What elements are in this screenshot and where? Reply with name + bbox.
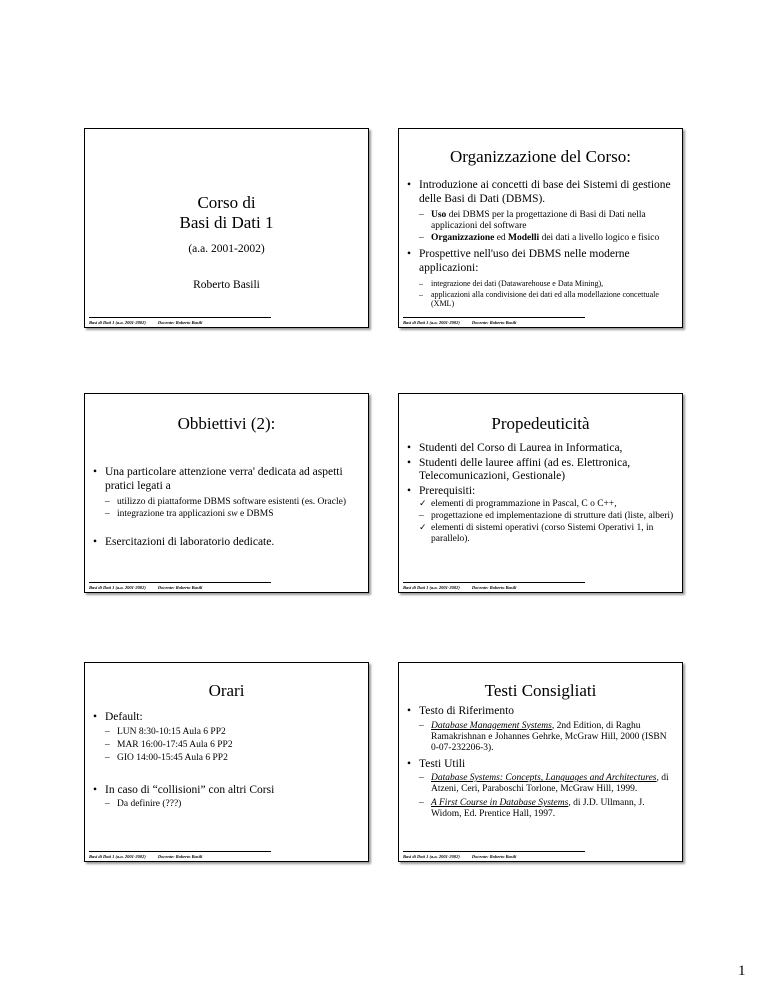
- bullet: • Testi Utili: [407, 757, 466, 770]
- bullet: • Testo di Riferimento: [407, 705, 515, 717]
- bullet: • Default:: [93, 711, 143, 723]
- bullet: • Studenti del Corso di Laurea in Informatica,: [407, 442, 623, 454]
- slide-schedule: [84, 662, 369, 862]
- academic-year: (a.a. 2001-2002): [188, 243, 265, 255]
- slide-footer: Basi di Dati 1 (a.a. 2001-2002) Docente: Roberto Basili: [89, 854, 203, 859]
- footer-divider: [403, 317, 585, 318]
- slide-body: [407, 442, 676, 549]
- check-icon: ✓: [419, 499, 427, 509]
- sub-bullet: – Da definire (???): [105, 799, 182, 809]
- sub-bullet: ✓ elementi di programmazione in Pascal, C o C++,: [419, 499, 617, 509]
- slide-body: [407, 179, 676, 313]
- bullet: • In caso di “collisioni” con altri Corsi: [93, 783, 275, 796]
- bullet: • Prospettive nell'uso dei DBMS nelle moderne applicazioni:: [407, 248, 630, 274]
- sub-bullet: – progettazione ed implementazione di strutture dati (liste, alberi): [419, 511, 674, 521]
- bullet: • Esercitazioni di laboratorio dedicate.: [93, 536, 275, 548]
- slide-title: Organizzazione del Corso:: [450, 147, 631, 166]
- slide-footer: Basi di Dati 1 (a.a. 2001-2002) Docente: Roberto Basili: [403, 585, 517, 590]
- sub-bullet: – Uso dei DBMS per la progettazione di Basi di Dati nella applicazioni del software: [419, 210, 646, 231]
- footer-divider: [89, 851, 271, 852]
- sub-bullet: – applicazioni alla condivisione dei dati ed alla modellazione concettuale (XML): [419, 289, 659, 308]
- slide-footer: Basi di Dati 1 (a.a. 2001-2002) Docente: Roberto Basili: [89, 585, 203, 590]
- slide-course-title: [84, 128, 369, 328]
- sub-bullet: – Database Management Systems, 2nd Edition, di Raghu Ramakrishnan e Johannes Gehrke, McGraw Hill, 2000 (ISBN 0-07-232206-3).: [419, 720, 667, 753]
- footer-divider: [403, 582, 585, 583]
- bullet: • Prerequisiti:: [407, 484, 476, 497]
- bullet: • Una particolare attenzione verra' dedicata ad aspetti pratici legati a: [93, 466, 343, 492]
- sub-bullet: – Database Systems: Concepts, Languages and Architectures, di Atzeni, Ceri, Paraboschi Torlone, McGraw Hill, 1999.: [419, 773, 669, 794]
- sub-bullet: – LUN 8:30-10:15 Aula 6 PP2: [105, 726, 226, 737]
- slide-recommended-texts: [398, 662, 683, 862]
- page-number: 1: [738, 963, 746, 979]
- sub-bullet: – A First Course in Database Systems, di J.D. Ullmann, J. Widom, Ed. Prentice Hall, 1997.: [419, 798, 645, 819]
- author-name: Roberto Basili: [193, 279, 260, 291]
- slide-footer: Basi di Dati 1 (a.a. 2001-2002) Docente: Roberto Basili: [403, 854, 517, 859]
- slide-title: Propedeuticità: [491, 414, 590, 433]
- footer-divider: [403, 851, 585, 852]
- slide-body: [93, 466, 362, 554]
- slide-body: [407, 705, 676, 824]
- sub-bullet: – integrazione tra applicazioni sw e DBMS: [105, 509, 274, 519]
- sub-bullet: – utilizzo di piattaforme DBMS software esistenti (es. Oracle): [105, 497, 346, 507]
- course-title-line2: Basi di Dati 1: [179, 213, 274, 232]
- bullet: • Studenti delle lauree affini (ad es. Elettronica, Telecomunicazioni, Gestionale): [407, 456, 631, 482]
- bullet: • Introduzione ai concetti di base dei Sistemi di gestione delle Basi di Dati (DBMS).: [407, 179, 671, 205]
- footer-divider: [89, 317, 271, 318]
- slide-objectives: [84, 393, 369, 593]
- slide-title: Testi Consigliati: [484, 681, 597, 700]
- check-icon: ✓: [419, 523, 427, 533]
- course-title-line1: Corso di: [197, 193, 256, 212]
- sub-bullet: – MAR 16:00-17:45 Aula 6 PP2: [105, 739, 233, 750]
- slide-title: Obbiettivi (2):: [177, 414, 276, 433]
- sub-bullet: – GIO 14:00-15:45 Aula 6 PP2: [105, 752, 228, 763]
- slide-course-organization: [398, 128, 683, 328]
- slide-title: Orari: [208, 681, 245, 700]
- slide-footer: Basi di Dati 1 (a.a. 2001-2002) Docente: Roberto Basili: [403, 320, 517, 325]
- slide-prerequisites: [398, 393, 683, 593]
- sub-bullet: – integrazione dei dati (Datawarehouse e Data Mining),: [419, 279, 604, 288]
- slide-body: [93, 711, 362, 814]
- footer-divider: [89, 582, 271, 583]
- slide-footer: Basi di Dati 1 (a.a. 2001-2002) Docente: Roberto Basili: [89, 320, 203, 325]
- sub-bullet: – Organizzazione ed Modelli dei dati a livello logico e fisico: [419, 233, 660, 243]
- sub-bullet: ✓ elementi di sistemi operativi (corso Sistemi Operativi 1, in parallelo).: [419, 523, 654, 544]
